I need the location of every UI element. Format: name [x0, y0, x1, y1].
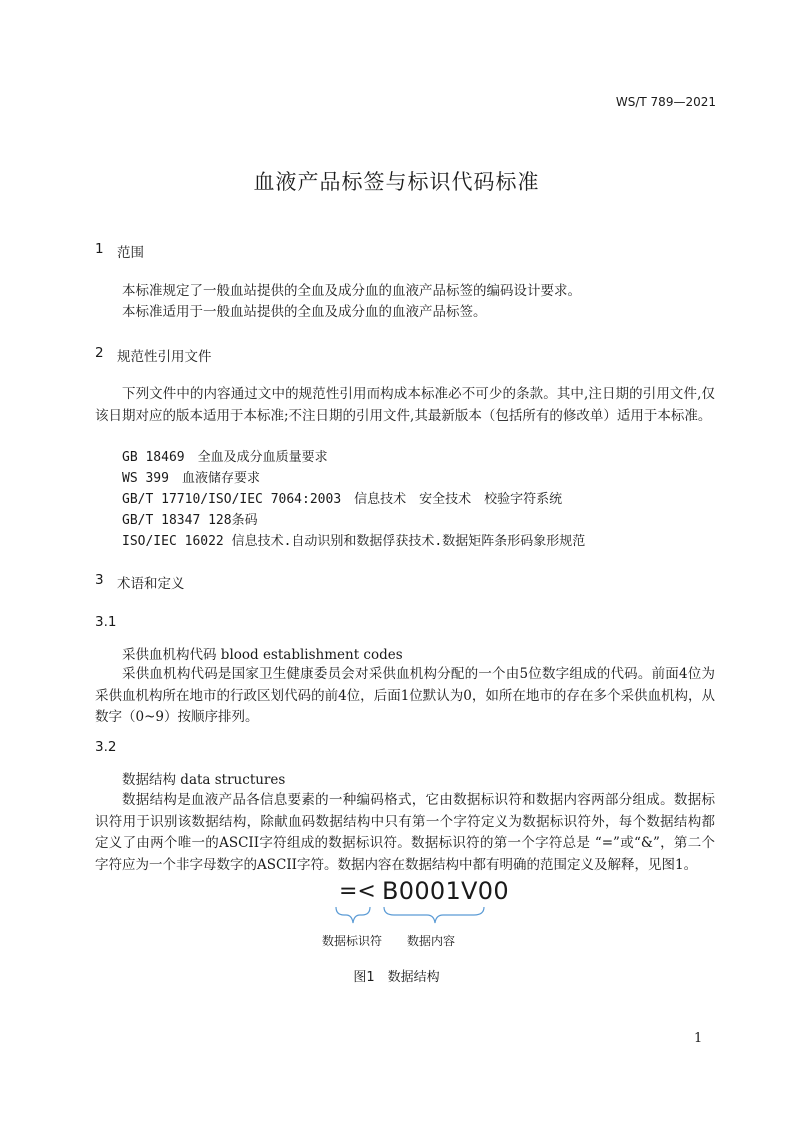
- reference-item: GB/T 18347 128条码: [122, 513, 258, 528]
- term-3-1-definition-block: [95, 664, 715, 729]
- section-1-paragraph-2: 本标准适用于一般血站提供的全血及成分血的血液产品标签。: [122, 304, 487, 320]
- term-3-2-number: 3.2: [95, 739, 117, 755]
- term-3-1-number: 3.1: [95, 614, 117, 630]
- term-3-1-title: [122, 643, 403, 663]
- section-2-heading: 规范性引用文件: [117, 349, 212, 365]
- standard-code: WS/T 789—2021: [615, 95, 716, 109]
- figure-braces: [332, 903, 492, 929]
- term-3-2-definition: 数据结构是血液产品各信息要素的一种编码格式，它由数据标识符和数据内容两部分组成。数据标识符用于识别该数据结构，除献血码数据结构中只有第一个字符定义为数据标识符外，每个数据结构都定义了由两个唯一的ASCII字符组成的数据标识符。数据标识符的第一个字符总是 “=”或“&”，第二个字符应为一个非字母数字的ASCII字符。数据内容在数据结构中都有明确的范围定义及解释，见图1。: [95, 792, 715, 873]
- term-3-2-definition-block: [95, 790, 715, 876]
- figure-content: B0001V00: [382, 877, 509, 905]
- term-3-1-cn: 采供血机构代码: [122, 647, 217, 663]
- section-1-number: 1: [95, 241, 104, 257]
- page-title: 血液产品标签与标识代码标准: [253, 170, 540, 194]
- section-1-heading: 范围: [117, 245, 144, 261]
- term-3-2-cn: 数据结构: [122, 772, 176, 788]
- section-2-intro: 下列文件中的内容通过文中的规范性引用而构成本标准必不可少的条款。其中,注日期的引用文件,仅该日期对应的版本适用于本标准;不注日期的引用文件,其最新版本（包括所有的修改单）适用于本标准。: [95, 386, 715, 424]
- term-3-2-en: data structures: [180, 772, 286, 788]
- page-number: 1: [694, 1031, 703, 1046]
- figure-caption: 图1 数据结构: [353, 970, 440, 985]
- term-3-1-en: blood establishment codes: [220, 647, 403, 663]
- reference-item: ISO/IEC 16022 信息技术.自动识别和数据俘获技术.数据矩阵条形码象形规范: [122, 534, 586, 549]
- reference-item: WS 399 血液储存要求: [122, 471, 260, 486]
- reference-item: GB/T 17710/ISO/IEC 7064:2003 信息技术 安全技术 校验字符系统: [122, 492, 563, 507]
- section-1-paragraph-1: 本标准规定了一般血站提供的全血及成分血的血液产品标签的编码设计要求。: [122, 283, 581, 299]
- figure-identifier: =<: [339, 879, 376, 904]
- reference-item: GB 18469 全血及成分血质量要求: [122, 450, 328, 465]
- identifier-label: 数据标识符: [322, 934, 383, 948]
- section-2-number: 2: [95, 345, 104, 361]
- section-2-intro-block: [95, 384, 715, 427]
- term-3-1-definition: 采供血机构代码是国家卫生健康委员会对采供血机构分配的一个由5位数字组成的代码。前面4位为采供血机构所在地市的行政区划代码的前4位，后面1位默认为0，如所在地市的存在多个采供血机构，从数字（0~9）按顺序排列。: [95, 666, 715, 725]
- content-label: 数据内容: [407, 934, 456, 948]
- section-3-heading: 术语和定义: [117, 576, 185, 592]
- section-3-number: 3: [95, 572, 104, 588]
- term-3-2-title: [122, 768, 285, 788]
- identifier-brace: [336, 907, 370, 923]
- content-brace: [384, 907, 484, 923]
